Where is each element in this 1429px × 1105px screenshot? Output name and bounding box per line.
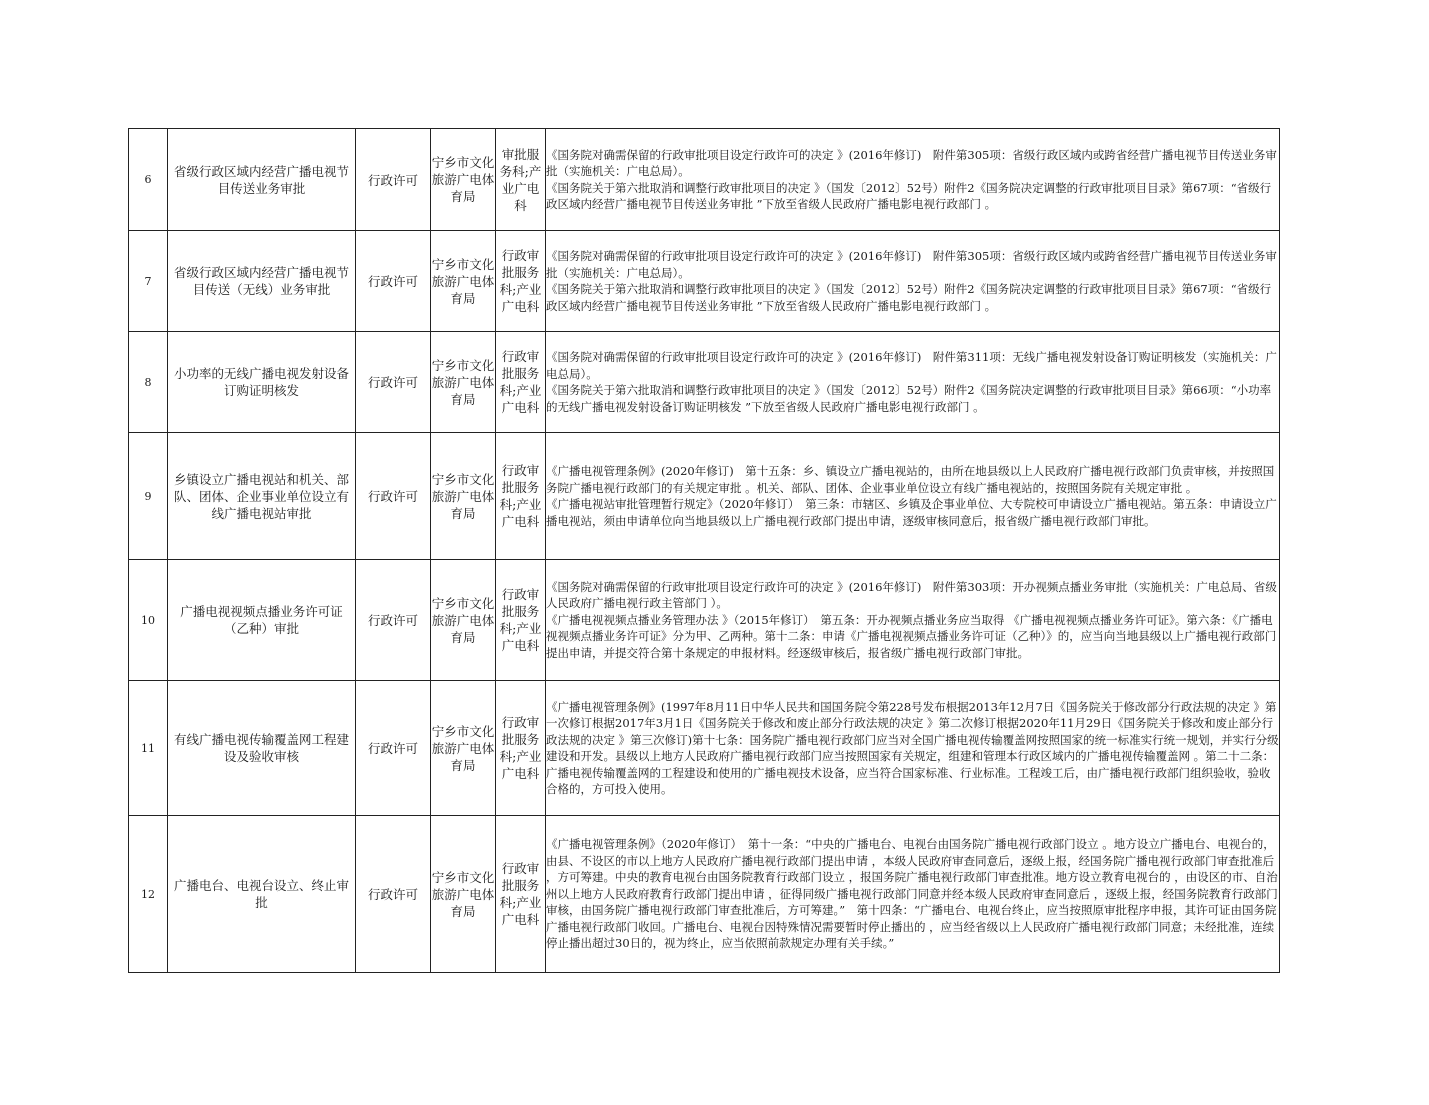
table-row xyxy=(129,681,1280,816)
handling-department-cell xyxy=(496,560,546,681)
implementing-agency: 宁乡市文化旅游广电体育局 xyxy=(431,595,495,645)
row-number-cell xyxy=(129,231,168,332)
item-type-cell xyxy=(356,681,431,816)
implementing-agency-cell xyxy=(431,816,496,973)
legal-basis: 《国务院对确需保留的行政审批项目设定行政许可的决定 》(2016年修订) 附件第311项：无线广播电视发射设备订购证明核发（实施机关：广电总局）。 《国务院关于第六批取消和调整行政审批项目的决定 》（国发〔2012〕52号）附件2《国务院决定调整的行政审批项目目录》第66项：“小功率的无线广播电视发射设备订购证明核发 ”下放至省级人民政府广播电影电视行政部门 。 xyxy=(546,350,1277,414)
row-number: 8 xyxy=(144,375,152,389)
legal-basis: 《广播电视管理条例》(2020年修订) 第十五条：乡、镇设立广播电视站的，由所在地县级以上人民政府广播电视行政部门负责审核，并按照国务院广播电视行政部门的有关规定审批 。机关、部队、团体、企业事业单位设立有线广播电视站的，按照国务院有关规定审批 。 《广播电视站审批管理暂行规定》（2020年修订） 第三条：市辖区、乡镇及企事业单位、大专院校可申请设立广播电视站。第五条：申请设立广播电视站，须由申请单位向当地县级以上广播电视行政部门提出申请，逐级审核同意后，报省级广播电视行政部门审批。 xyxy=(546,464,1277,528)
item-name-cell xyxy=(168,560,356,681)
permits-table xyxy=(128,128,1280,973)
item-name-cell xyxy=(168,433,356,560)
item-type: 行政许可 xyxy=(367,887,418,902)
item-name-cell xyxy=(168,332,356,433)
handling-department-cell xyxy=(496,816,546,973)
implementing-agency: 宁乡市文化旅游广电体育局 xyxy=(431,357,495,407)
handling-department-cell xyxy=(496,129,546,231)
legal-basis: 《国务院对确需保留的行政审批项目设定行政许可的决定 》(2016年修订) 附件第305项：省级行政区域内或跨省经营广播电视节目传送业务审批（实施机关：广电总局）。 《国务院关于第六批取消和调整行政审批项目的决定 》（国发〔2012〕52号）附件2《国务院决定调整的行政审批项目目录》第67项：“省级行政区域内经营广播电视节目传送业务审批 ”下放至省级人民政府广播电影电视行政部门 。 xyxy=(546,249,1277,313)
implementing-agency-cell xyxy=(431,332,496,433)
item-type-cell xyxy=(356,433,431,560)
item-type: 行政许可 xyxy=(367,741,418,756)
row-number-cell xyxy=(129,816,168,973)
item-name-cell xyxy=(168,816,356,973)
item-name: 广播电视视频点播业务许可证（乙种）审批 xyxy=(180,604,343,636)
item-type: 行政许可 xyxy=(367,489,418,504)
row-number-cell xyxy=(129,332,168,433)
implementing-agency-cell xyxy=(431,560,496,681)
legal-basis-cell xyxy=(546,681,1280,816)
handling-department: 行政审批服务科;产业广电科 xyxy=(499,587,542,653)
handling-department: 行政审批服务科;产业广电科 xyxy=(499,715,542,781)
legal-basis-cell xyxy=(546,129,1280,231)
implementing-agency-cell xyxy=(431,231,496,332)
legal-basis-cell xyxy=(546,816,1280,973)
table-row xyxy=(129,816,1280,973)
legal-basis-cell xyxy=(546,332,1280,433)
table-row xyxy=(129,129,1280,231)
item-name-cell xyxy=(168,129,356,231)
implementing-agency: 宁乡市文化旅游广电体育局 xyxy=(431,471,495,521)
implementing-agency-cell xyxy=(431,129,496,231)
legal-basis: 《国务院对确需保留的行政审批项目设定行政许可的决定 》(2016年修订) 附件第303项：开办视频点播业务审批（实施机关：广电总局、省级人民政府广播电视行政主管部门 ）。 《广播电视视频点播业务管理办法 》（2015年修订） 第五条：开办视频点播业务应当取得 《广播电视视频点播业务许可证》。第六条：《广播电视视频点播业务许可证》分为甲、乙两种。第十二条：申请《广播电视视频点播业务许可证（乙种）》的，应当向当地县级以上广播电视行政部门提出申请，并提交符合第十条规定的申报材料。经逐级审核后，报省级广播电视行政部门审批。 xyxy=(546,579,1277,660)
implementing-agency: 宁乡市文化旅游广电体育局 xyxy=(431,256,495,306)
row-number-cell xyxy=(129,681,168,816)
handling-department-cell xyxy=(496,433,546,560)
implementing-agency-cell xyxy=(431,681,496,816)
item-name-cell xyxy=(168,681,356,816)
item-type-cell xyxy=(356,560,431,681)
legal-basis-cell xyxy=(546,560,1280,681)
row-number: 11 xyxy=(141,741,155,755)
item-name: 乡镇设立广播电视站和机关、部队、团体、企业事业单位设立有线广播电视站审批 xyxy=(173,471,349,521)
implementing-agency-cell xyxy=(431,433,496,560)
handling-department: 行政审批服务科;产业广电科 xyxy=(499,861,542,927)
item-type-cell xyxy=(356,129,431,231)
implementing-agency: 宁乡市文化旅游广电体育局 xyxy=(431,723,495,773)
row-number: 12 xyxy=(141,887,155,901)
item-name: 广播电台、电视台设立、终止审批 xyxy=(173,878,349,910)
row-number: 10 xyxy=(141,613,155,627)
table-body xyxy=(129,129,1280,973)
handling-department: 审批服务科;产业广电科 xyxy=(499,146,542,213)
row-number-cell xyxy=(129,433,168,560)
legal-basis-cell xyxy=(546,231,1280,332)
item-type: 行政许可 xyxy=(367,274,418,289)
table-row xyxy=(129,433,1280,560)
handling-department-cell xyxy=(496,231,546,332)
handling-department: 行政审批服务科;产业广电科 xyxy=(499,349,542,415)
item-name: 省级行政区域内经营广播电视节目传送（无线）业务审批 xyxy=(173,265,349,297)
item-type-cell xyxy=(356,816,431,973)
handling-department-cell xyxy=(496,332,546,433)
table-row xyxy=(129,332,1280,433)
item-name: 小功率的无线广播电视发射设备订购证明核发 xyxy=(173,366,349,398)
legal-basis: 《广播电视管理条例》(1997年8月11日中华人民共和国国务院令第228号发布根据2013年12月7日《国务院关于修改部分行政法规的决定 》第一次修订根据2017年3月1日《国务院关于修改和废止部分行政法规的决定 》第二次修订根据2020年11月29日《国务院关于修改和废止部分行政法规的决定 》第三次修订)第十七条：国务院广播电视行政部门应当对全国广播电视传输覆盖网按照国家的统一标准实行统一规划，并实行分级建设和开发。县级以上地方人民政府广播电视行政部门应当按照国家有关规定，组建和管理本行政区域内的广播电视传输覆盖网 。第二十二条：广播电视传输覆盖网的工程建设和使用的广播电视技术设备，应当符合国家标准、行业标准。工程竣工后，由广播电视行政部门组织验收，验收合格的，方可投入使用。 xyxy=(546,699,1279,796)
legal-basis: 《国务院对确需保留的行政审批项目设定行政许可的决定 》(2016年修订) 附件第305项：省级行政区域内或跨省经营广播电视节目传送业务审批（实施机关：广电总局）。 《国务院关于第六批取消和调整行政审批项目的决定 》（国发〔2012〕52号）附件2《国务院决定调整的行政审批项目目录》第67项：“省级行政区域内经营广播电视节目传送业务审批 ”下放至省级人民政府广播电影电视行政部门 。 xyxy=(546,147,1277,211)
table-row xyxy=(129,560,1280,681)
row-number: 6 xyxy=(144,173,152,186)
item-type: 行政许可 xyxy=(367,172,418,188)
row-number: 9 xyxy=(144,489,152,503)
item-name: 省级行政区域内经营广播电视节目传送业务审批 xyxy=(173,163,349,196)
legal-basis-cell xyxy=(546,433,1280,560)
row-number: 7 xyxy=(144,274,152,288)
handling-department: 行政审批服务科;产业广电科 xyxy=(499,463,542,529)
item-type: 行政许可 xyxy=(367,613,418,628)
row-number-cell xyxy=(129,129,168,231)
implementing-agency: 宁乡市文化旅游广电体育局 xyxy=(431,155,495,204)
item-type-cell xyxy=(356,231,431,332)
implementing-agency: 宁乡市文化旅游广电体育局 xyxy=(431,869,495,919)
handling-department-cell xyxy=(496,681,546,816)
table-row xyxy=(129,231,1280,332)
legal-basis: 《广播电视管理条例》（2020年修订） 第十一条：“中央的广播电台、电视台由国务院广播电视行政部门设立 。地方设立广播电台、电视台的，由县、不设区的市以上地方人民政府广播电视行政部门提出申请 ，本级人民政府审查同意后，逐级上报，经国务院广播电视行政部门审查批准后 ，方可筹建。中央的教育电视台由国务院教育行政部门设立 ，报国务院广播电视行政部门审查批准。地方设立教育电视台的 ，由设区的市、自治州以上地方人民政府教育行政部门提出申请 ，征得同级广播电视行政部门同意并经本级人民政府审查同意后 ，逐级上报，经国务院教育行政部门审核，由国务院广播电视行政部门审查批准后，方可筹建。” 第十四条：“广播电台、电视台终止，应当按照原审批程序申报，其许可证由国务院广播电视行政部门收回。广播电台、电视台因特殊情况需要暂时停止播出的 ，应当经省级以上人民政府广播电视行政部门同意；未经批准，连续停止播出超过30日的，视为终止，应当依照前款规定办理有关手续。” xyxy=(546,837,1278,951)
item-name-cell xyxy=(168,231,356,332)
item-type-cell xyxy=(356,332,431,433)
item-type: 行政许可 xyxy=(367,375,418,390)
handling-department: 行政审批服务科;产业广电科 xyxy=(499,248,542,314)
item-name: 有线广播电视传输覆盖网工程建设及验收审核 xyxy=(173,732,349,764)
row-number-cell xyxy=(129,560,168,681)
